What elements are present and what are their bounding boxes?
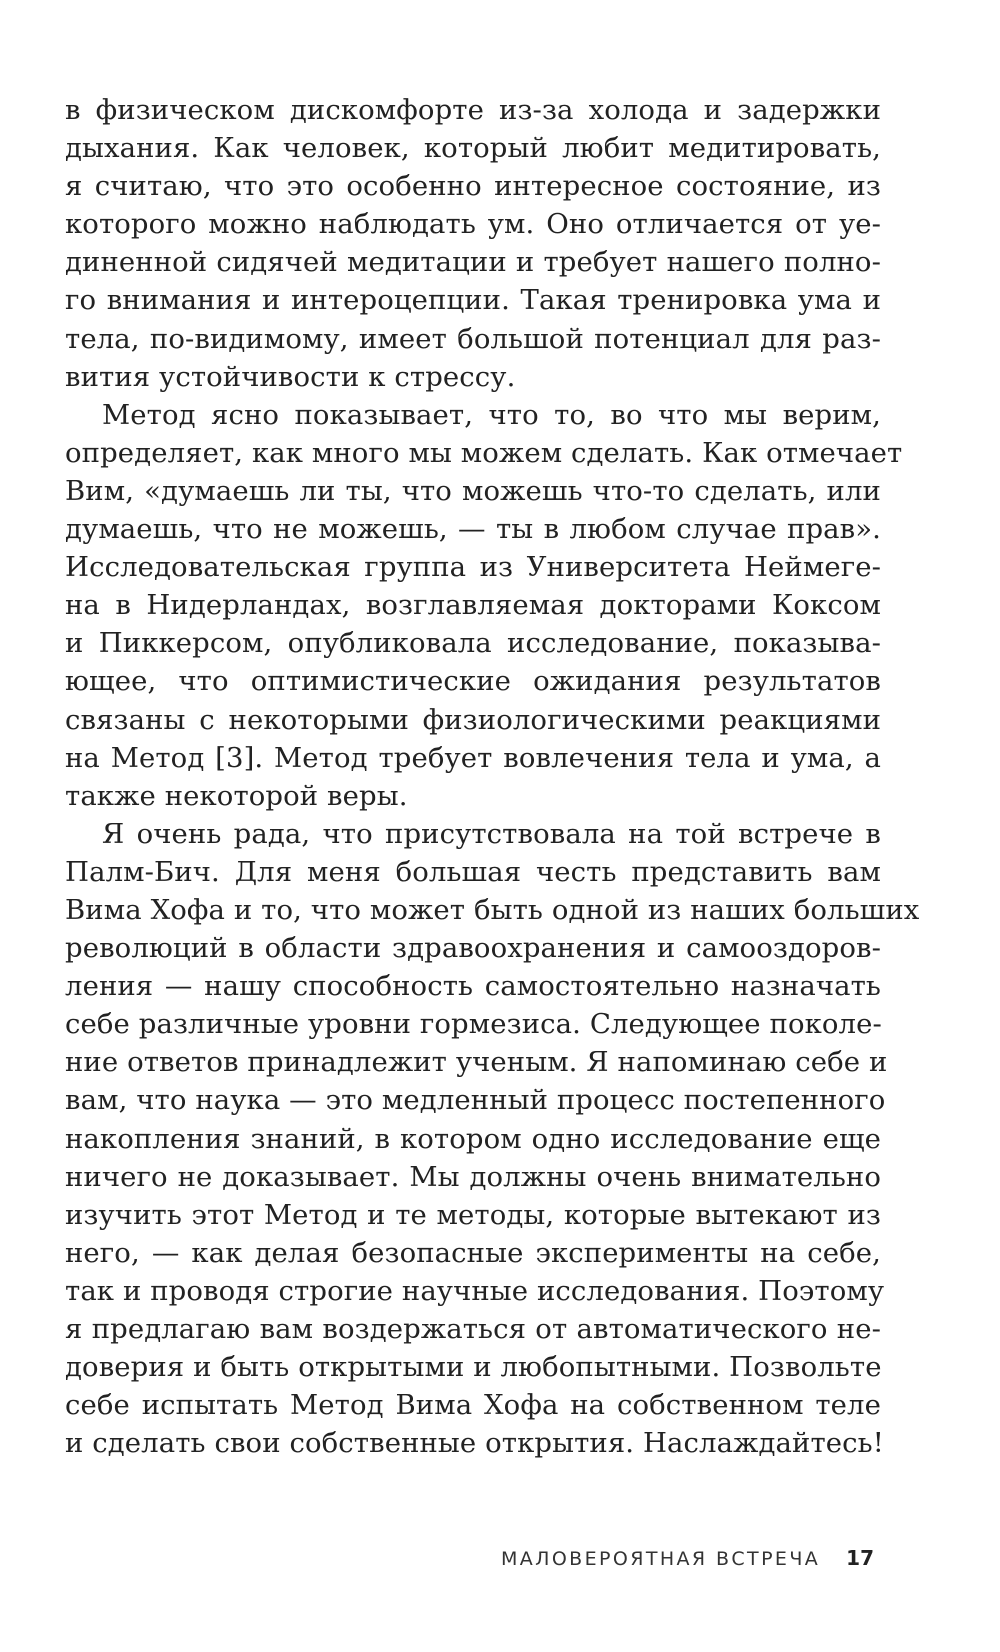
text-line: на в Нидерландах, возглавляемая докторами Коксом <box>65 589 881 622</box>
text-line: также некоторой веры. <box>65 779 408 812</box>
running-title: МАЛОВЕРОЯТНАЯ ВСТРЕЧА <box>500 1548 821 1570</box>
text-line: накопления знаний, в котором одно исследование еще <box>65 1122 881 1155</box>
text-line: в физическом дискомфорте из-за холода и задержки <box>65 94 881 126</box>
text-line: ничего не доказывает. Мы должны очень внимательно <box>65 1160 881 1193</box>
text-line: Палм-Бич. Для меня большая честь представить вам <box>65 855 881 888</box>
page-body <box>65 91 920 1462</box>
text-line: я предлагаю вам воздержаться от автоматического не- <box>65 1313 881 1345</box>
text-line: связаны с некоторыми физиологическими реакциями <box>65 703 881 736</box>
text-line: так и проводя строгие научные исследования. Поэтому <box>65 1274 885 1307</box>
text-line: ления — нашу способность самостоятельно назначать <box>65 970 881 1003</box>
text-line: которого можно наблюдать ум. Оно отличается от уе- <box>65 208 881 241</box>
text-line: Вима Хофа и то, что может быть одной из наших больших <box>65 893 920 926</box>
text-line: тела, по-видимому, имеет большой потенциал для раз- <box>65 322 881 355</box>
paragraph-1 <box>65 91 881 396</box>
text-line: доверия и быть открытыми и любопытными. Позвольте <box>65 1351 882 1384</box>
text-line: изучить этот Метод и те методы, которые вытекают из <box>65 1198 881 1231</box>
text-line: на Метод [3]. Метод требует вовлечения тела и ума, а <box>65 741 881 774</box>
text-line: го внимания и интероцепции. Такая тренировка ума и <box>65 284 881 317</box>
text-line: революций в области здравоохранения и самооздоров- <box>65 932 881 965</box>
text-line: и Пиккерсом, опубликовала исследование, показыва- <box>65 627 881 660</box>
text-line: ние ответов принадлежит ученым. Я напоминаю себе и <box>65 1046 888 1079</box>
page-number: 17 <box>846 1546 874 1570</box>
text-line: я считаю, что это особенно интересное состояние, из <box>65 170 881 203</box>
text-line: вам, что наука — это медленный процесс постепенного <box>65 1084 886 1117</box>
text-line: себе различные уровни гормезиса. Следующее поколе- <box>65 1008 882 1041</box>
text-line: Исследовательская группа из Университета Неймеге- <box>65 551 881 584</box>
running-footer <box>0 1541 874 1575</box>
text-line: и сделать свои собственные открытия. Наслаждайтесь! <box>65 1427 884 1460</box>
text-line: определяет, как много мы можем сделать. Как отмечает <box>65 436 903 469</box>
text-line: Я очень рада, что присутствовала на той встрече в <box>102 817 881 850</box>
text-line: думаешь, что не можешь, — ты в любом случае прав». <box>65 513 881 546</box>
paragraph-2 <box>65 396 903 815</box>
text-line: Вим, «думаешь ли ты, что можешь что-то сделать, или <box>65 474 881 507</box>
text-line: ющее, что оптимистические ожидания результатов <box>65 665 881 698</box>
text-line: диненной сидячей медитации и требует нашего полно- <box>65 246 881 279</box>
paragraph-3 <box>65 815 920 1463</box>
text-line: него, — как делая безопасные эксперименты на себе, <box>65 1236 881 1269</box>
text-line: вития устойчивости к стрессу. <box>65 360 516 393</box>
text-line: себе испытать Метод Вима Хофа на собственном теле <box>65 1389 881 1422</box>
text-line: дыхания. Как человек, который любит медитировать, <box>65 132 881 165</box>
text-line: Метод ясно показывает, что то, во что мы верим, <box>102 398 881 431</box>
